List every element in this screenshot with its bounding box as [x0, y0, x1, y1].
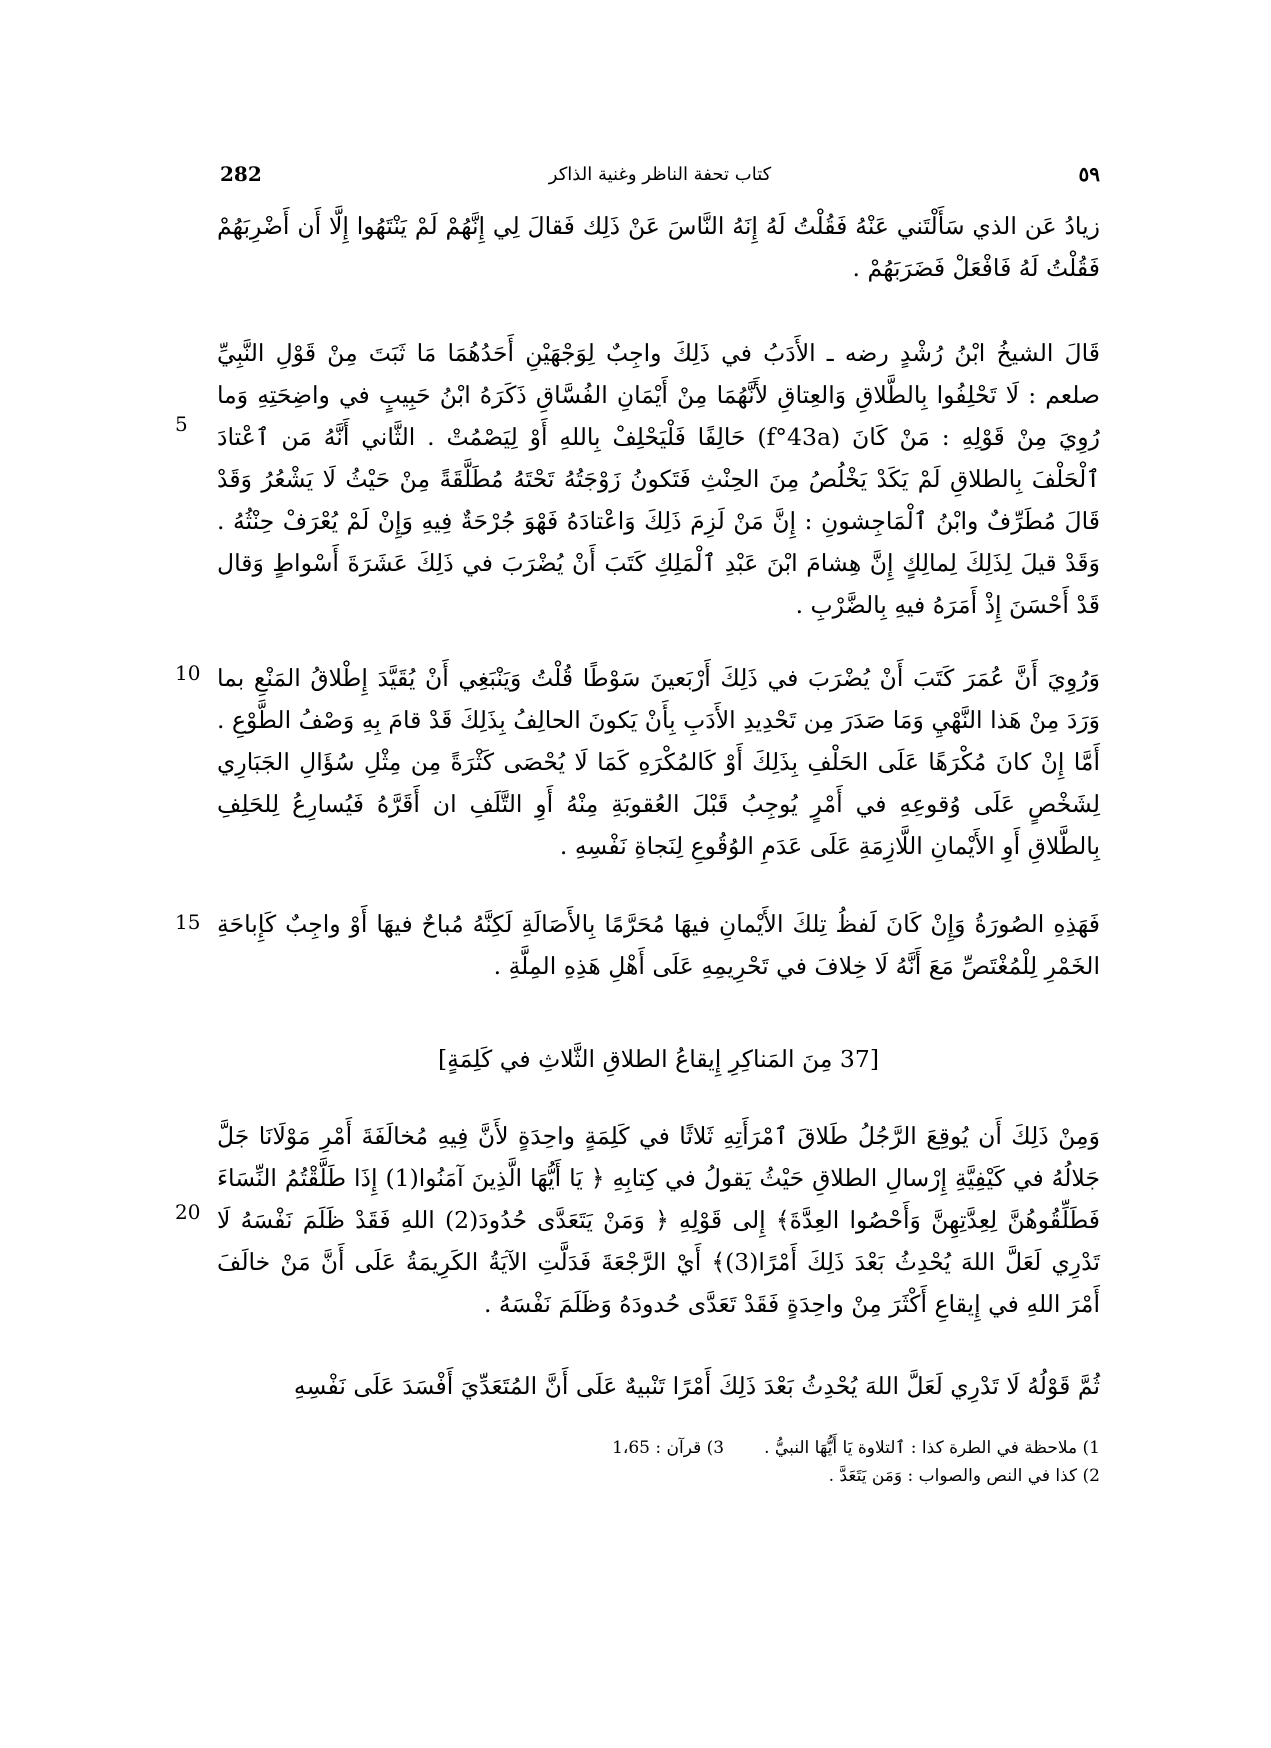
paragraph — [217, 1115, 1100, 1325]
line-number: 5 — [175, 412, 188, 436]
footnote-2: 2) كذا في النص والصواب : وَمَن يَتَعَدَّ . — [828, 1466, 1100, 1486]
paragraph — [217, 205, 1100, 289]
footnote-3: 3) قرآن : 1،65 — [612, 1438, 725, 1458]
paragraph — [217, 1365, 1100, 1407]
paragraph-text: وَمِنْ ذَلِكَ أَن يُوقِعَ الرَّجُلُ طَلاقَ ٱمْرَأَتِهِ ثَلاثًا في كَلِمَةٍ واحِدَةٍ لأَنَّ فِيهِ مُخالَفَةَ أَمْرِ مَوْلَانَا جَلَّ جَلالُهُ في كَيْفِيَّةِ إِرْسالِ الطلاقِ حَيْثُ يَقولُ في كِتابِهِ ﴿ يَا أَيُّهَا الَّذِينَ آمَنُوا(1) إِذَا طَلَّقْتُمُ النِّسَاءَ فَطَلِّقُوهُنَّ لِعِدَّتِهِنَّ وَأَحْصُوا العِدَّةَ﴾ إِلى قَوْلِهِ ﴿ وَمَنْ يَتَعَدَّى حُدُودَ(2) اللهِ فَقَدْ ظَلَمَ نَفْسَهُ لَا تَدْرِي لَعَلَّ اللهَ يُحْدِثُ بَعْدَ ذَلِكَ أَمْرًا(3)﴾ أَيْ الرَّجْعَةَ فَدَلَّتِ الآيَةُ الكَرِيمَةُ عَلَى أَنَّ مَنْ خالَفَ أَمْرَ اللهِ في إِيقاعِ أَكْثَرَ مِنْ واحِدَةٍ فَقَدْ تَعَدَّى حُدودَهُ وَظَلَمَ نَفْسَهُ . — [217, 1122, 1100, 1318]
paragraph-text: فَهَذِهِ الصُورَةُ وَإِنْ كَانَ لَفظُ تِلكَ الأَيْمانِ فيهَا مُحَرَّمًا بِالأَصَالَةِ لَكِنَّهُ مُباحٌ فيهَا أَوْ واجِبٌ كَإِباحَةِ الخَمْرِ لِلْمُغْتَصِّ مَعَ أَنَّهُ لَا خِلافَ في تَحْرِيمِهِ عَلَى أَهْلِ هَذِهِ المِلَّةِ . — [217, 910, 1100, 980]
line-number: 20 — [175, 1200, 201, 1224]
footnote-row — [300, 1462, 1100, 1490]
line-number: 15 — [175, 910, 201, 934]
footnote-row — [300, 1434, 1100, 1462]
footnote-1: 1) ملاحظة في الطرة كذا : ٱلتلاوة يَا أَيُّهَا النبيُّ . — [764, 1438, 1100, 1458]
page-number-arabic: ٥٩ — [1078, 162, 1100, 186]
paragraph-text: وَرُوِيَ أَنَّ عُمَرَ كَتَبَ أَنْ يُضْرَبَ في ذَلِكَ أَرْبَعينَ سَوْطًا قُلْتُ وَيَنْبَغِي أَنْ يُقَيَّدَ إِطْلاقُ المَنْعِ بما وَرَدَ مِنْ هَذا النَّهْيِ وَمَا صَدَرَ مِن تَحْدِيدِ الأَدَبِ بِأَنْ يَكونَ الحالِفُ بِذَلِكَ قَدْ قامَ بِهِ وَصْفُ الطَّوْعِ . أَمَّا إِنْ كانَ مُكْرَهًا عَلَى الحَلْفِ بِذَلِكَ أَوْ كَالمُكْرَهِ كَمَا لَا يُحْصَى كَثْرَةً مِن مِثْلِ سُؤَالِ الجَبَارِي لِشَخْصٍ عَلَى وُقوعِهِ في أَمْرٍ يُوجِبُ قَبْلَ العُقوبَةِ مِنْهُ أَوِ التَّلَفِ ان أَقَرَّهُ فَيُسارِعُ لِلحَلِفِ بِالطَّلاقِ أَوِ الأَيْمانِ اللَّازِمَةِ عَلَى عَدَمِ الوُقُوعِ لِنَجاةِ نَفْسِهِ . — [217, 664, 1100, 860]
paragraph-text: ثُمَّ قَوْلُهُ لَا تَدْرِي لَعَلَّ اللهَ يُحْدِثُ بَعْدَ ذَلِكَ أَمْرًا تَنْبيهٌ عَلَى أَنَّ المُتَعَدِّيَ أَفْسَدَ عَلَى نَفْسِهِ — [293, 1372, 1100, 1400]
paragraph — [217, 657, 1100, 867]
running-title: كتاب تحفة الناظر وغنية الذاكر — [548, 164, 772, 185]
line-number: 10 — [175, 661, 201, 685]
page-number-latin: 282 — [220, 162, 262, 186]
page-header — [220, 162, 1100, 196]
paragraph-text: قَالَ الشيخُ ابْنُ رُشْدٍ رضه ـ الأَدَبُ في ذَلِكَ واجِبٌ لِوَجْهَيْنِ أَحَدُهُمَا مَا ثَبَتَ مِنْ قَوْلِ النَّبِيِّ صلعم : لَا تَحْلِفُوا بِالطَّلاقِ وَالعِتاقِ لأَنَّهُمَا مِنْ أَيْمَانِ الفُسَّاقِ ذَكَرَهُ ابْنُ حَبِيبٍ في واضِحَتِهِ وَما رُوِيَ مِنْ قَوْلِهِ : مَنْ كَانَ (f°43a) حَالِفًا فَلْيَحْلِفْ بِاللهِ أَوْ لِيَصْمُتْ . الثَّاني أَنَّهُ مَن ٱعْتادَ ٱلْحَلْفَ بِالطلاقِ لَمْ يَكَدْ يَخْلُصُ مِنَ الحِنْثِ فَتَكونُ زَوْجَتُهُ تَحْتَهُ مُطَلَّقَةً مِنْ حَيْثُ لَا يَشْعُرُ وَقَدْ قَالَ مُطَرِّفٌ وابْنُ ٱلْمَاجِشونِ : إِنَّ مَنْ لَزِمَ ذَلِكَ وَاعْتادَهُ فَهْوَ جُرْحَةٌ فِيهِ وَإِنْ لَمْ يُعْرَفْ حِنْثُهُ . وَقَدْ قيلَ لِذَلِكَ لِمالِكٍ إِنَّ هِشامَ ابْنَ عَبْدِ ٱلْمَلِكِ كَتَبَ أَنْ يُضْرَبَ في ذَلِكَ عَشَرَةَ أَسْواطٍ وَقال قَدْ أَحْسَنَ إِذْ أَمَرَهُ فيهِ بِالضَّرْبِ . — [217, 339, 1100, 619]
paragraph — [217, 903, 1100, 987]
footnotes — [300, 1434, 1100, 1490]
paragraph-text: زيادُ عَن الذي سَأَلْتَني عَنْهُ فَقُلْتُ لَهُ إِنَهُ النَّاسَ عَنْ ذَلِك فَقالَ لِي إِنَّهُمْ لَمْ يَنْتَهُوا إِلَّا أَن أَضْرِبَهُمْ فَقُلْتُ لَهُ فَافْعَلْ فَضَرَبَهُمْ . — [217, 212, 1100, 282]
paragraph — [217, 332, 1100, 626]
section-heading: [37 مِنَ المَناكِرِ إِيقاعُ الطلاقِ الثَّلاثِ في كَلِمَةٍ] — [438, 1045, 879, 1073]
